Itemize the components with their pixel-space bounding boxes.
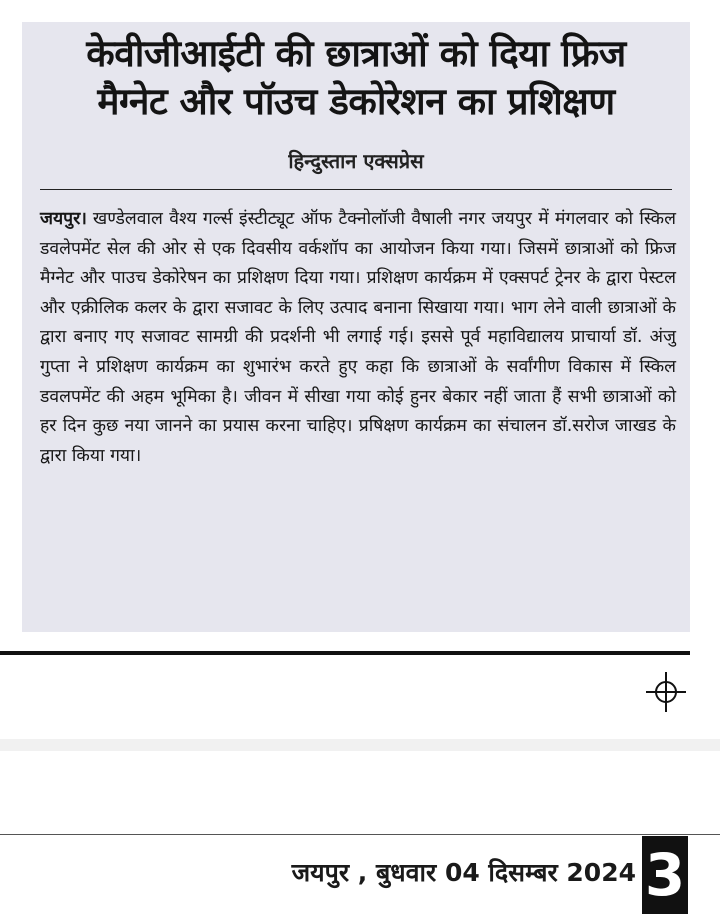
footer-date: जयपुर , बुधवार 04 दिसम्बर 2024 <box>291 858 636 887</box>
article-body <box>40 205 676 471</box>
article-text: खण्डेलवाल वैश्य गर्ल्स इंस्टीट्यूट ऑफ टैक्नोलॉजी वैषाली नगर जयपुर में मंगलवार को स्किल डवलेपमेंट सेल की ओर से एक दिवसीय वर्कशॉप का आयोजन किया गया। जिसमें छात्राओं को फ्रिज मैग्नेट और पाउच डेकोरेषन का प्रशिक्षण दिया गया। प्रशिक्षण कार्यक्रम में एक्सपर्ट ट्रेनर के द्वारा पेस्टल और एक्रीलिक कलर के द्वारा सजावट के लिए उत्पाद बनाना सिखाया गया। भाग लेने वाली छात्राओं के द्वारा बनाए गए सजावट सामग्री की प्रदर्शनी भी लगाई गई। इससे पूर्व महाविद्यालय प्राचार्या डॉ. अंजु गुप्ता ने प्रशिक्षण कार्यक्रम का शुभारंभ करते हुए कहा कि छात्राओं के सर्वांगीण विकास में स्किल डवलपमेंट की अहम भूमिका है। जीवन में सीखा गया कोई हुनर बेकार नहीं जाता हैं सभी छात्राओं को हर दिन कुछ नया जानने का प्रयास करना चाहिए। प्रषिक्षण कार्यक्रम का संचालन डॉ.सरोज जाखड के द्वारा किया गया। <box>40 209 676 466</box>
dateline: जयपुर। <box>40 209 87 229</box>
footer-rule <box>0 834 720 835</box>
registration-mark-icon <box>644 670 688 714</box>
source-byline: हिन्दुस्तान एक्सप्रेस <box>288 149 424 173</box>
divider <box>40 189 672 190</box>
page-gutter <box>0 739 720 751</box>
headline <box>22 30 690 126</box>
headline-line-1: केवीजीआईटी की छात्राओं को दिया फ्रिज <box>86 32 626 75</box>
headline-line-2: मैग्नेट और पॉउच डेकोरेशन का प्रशिक्षण <box>97 80 615 123</box>
page-number: 3 <box>642 836 688 914</box>
page-rule <box>0 651 690 655</box>
